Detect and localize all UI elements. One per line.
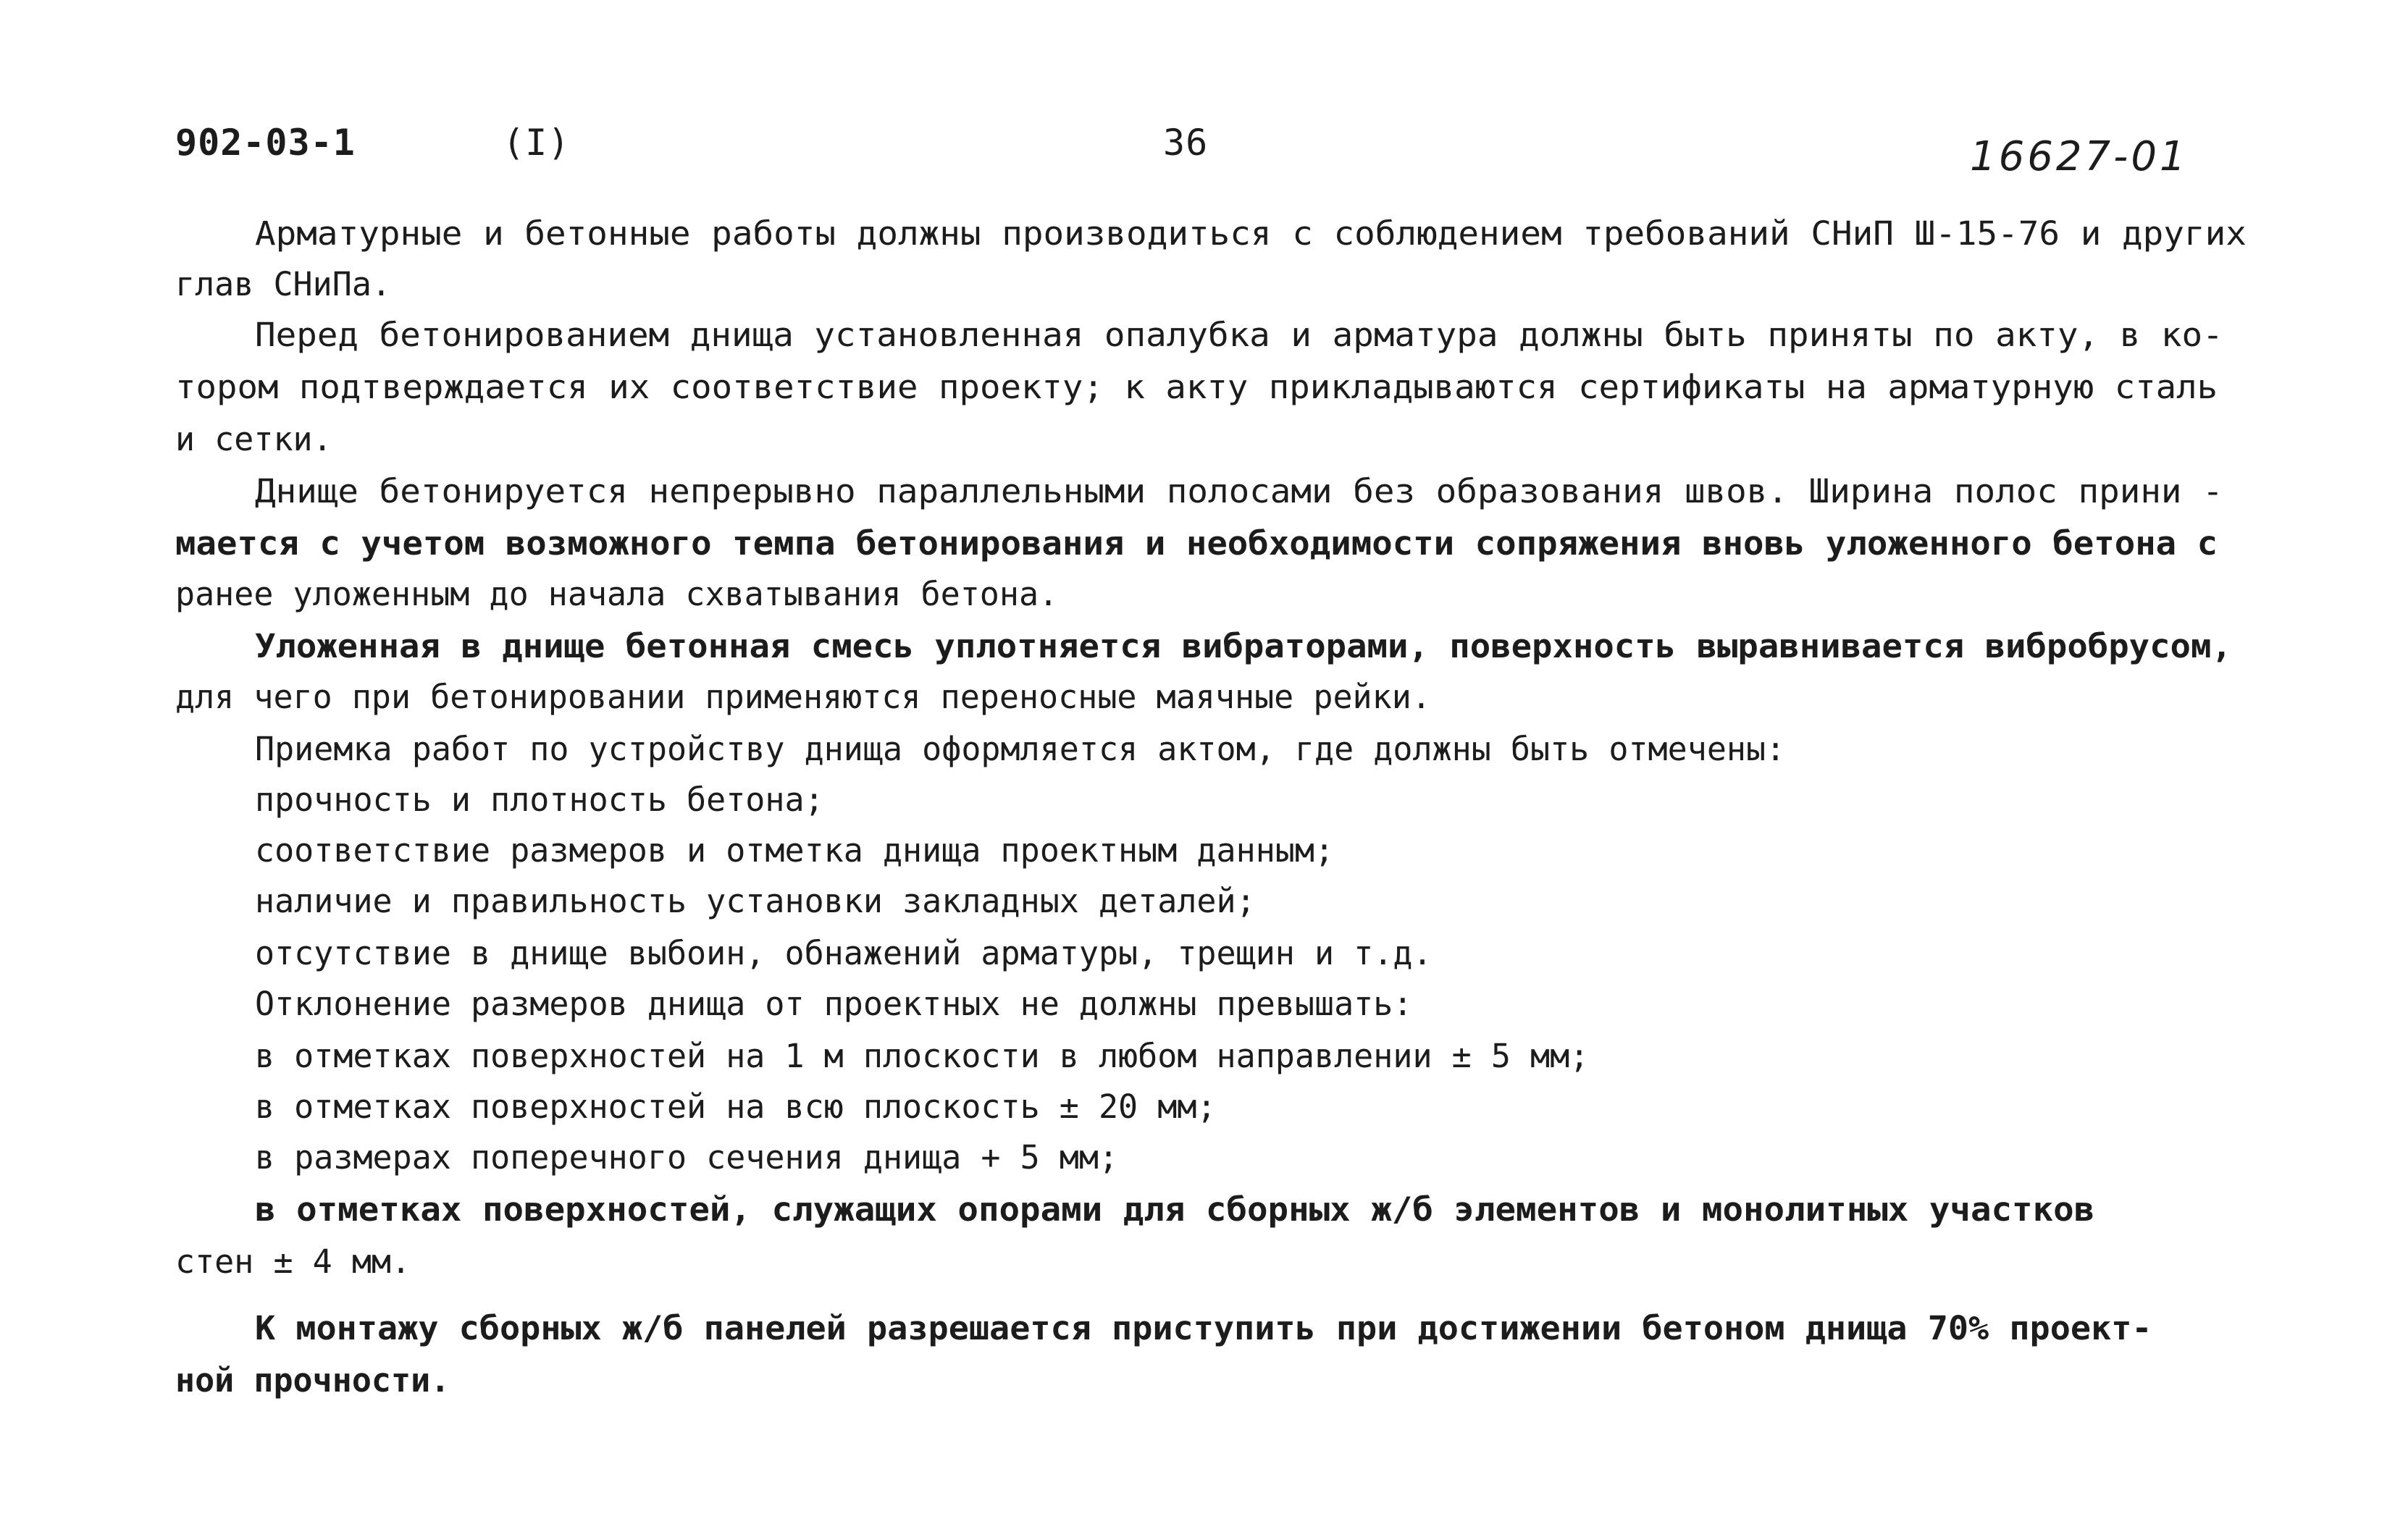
list-item: наличие и правильность установки закладных деталей; [255, 882, 1256, 920]
list-item: отсутствие в днище выбоин, обнажений арматуры, трещин и т.д. [255, 934, 1433, 972]
list-item: прочность и плотность бетона; [255, 780, 824, 819]
paragraph-line: тором подтверждается их соответствие проекту; к акту прикладываются сертификаты на арматурную сталь [175, 368, 2218, 406]
paragraph-line: Днище бетонируется непрерывно параллельными полосами без образования швов. Ширина полос прини - [255, 472, 2223, 510]
list-item: соответствие размеров и отметка днища проектным данным; [255, 831, 1335, 870]
page-number: 36 [1163, 122, 1209, 164]
paragraph-line: и сетки. [175, 420, 332, 458]
paragraph-line: ной прочности. [175, 1361, 450, 1400]
list-item: в отметках поверхностей на 1 м плоскости в любом направлении ± 5 мм; [255, 1037, 1590, 1075]
paragraph-line: Отклонение размеров днища от проектных не должны превышать: [255, 985, 1413, 1023]
paragraph-line: Арматурные и бетонные работы должны производиться с соблюдением требований СНиП Ш-15-76 и других [255, 214, 2247, 253]
list-item: стен ± 4 мм. [175, 1242, 411, 1281]
paragraph-line: Приемка работ по устройству днища оформляется актом, где должны быть отмечены: [255, 730, 1786, 768]
list-item: в отметках поверхностей, служащих опорами для сборных ж/б элементов и монолитных участков [255, 1190, 2095, 1229]
list-item: в размерах поперечного сечения днища + 5 мм; [255, 1138, 1119, 1177]
paragraph-line: Уложенная в днище бетонная смесь уплотняется вибраторами, поверхность выравнивается вибробрусом, [255, 627, 2232, 665]
document-part: (I) [503, 122, 571, 164]
paragraph-line: ранее уложенным до начала схватывания бетона. [175, 575, 1059, 613]
paragraph-line: глав СНиПа. [175, 265, 392, 303]
paragraph-line: для чего при бетонировании применяются переносные маячные рейки. [175, 678, 1431, 716]
paragraph-line: Перед бетонированием днища установленная опалубка и арматура должны быть приняты по акту, в ко- [255, 316, 2223, 354]
inventory-number: 16627-01 [1970, 133, 2189, 180]
document-code: 902-03-1 [175, 122, 356, 164]
paragraph-line: К монтажу сборных ж/б панелей разрешается приступить при достижении бетоном днища 70% проект- [255, 1309, 2152, 1347]
paragraph-line: мается с учетом возможного темпа бетонирования и необходимости сопряжения вновь уложенного бетона с [175, 524, 2218, 563]
list-item: в отметках поверхностей на всю плоскость ± 20 мм; [255, 1087, 1217, 1126]
